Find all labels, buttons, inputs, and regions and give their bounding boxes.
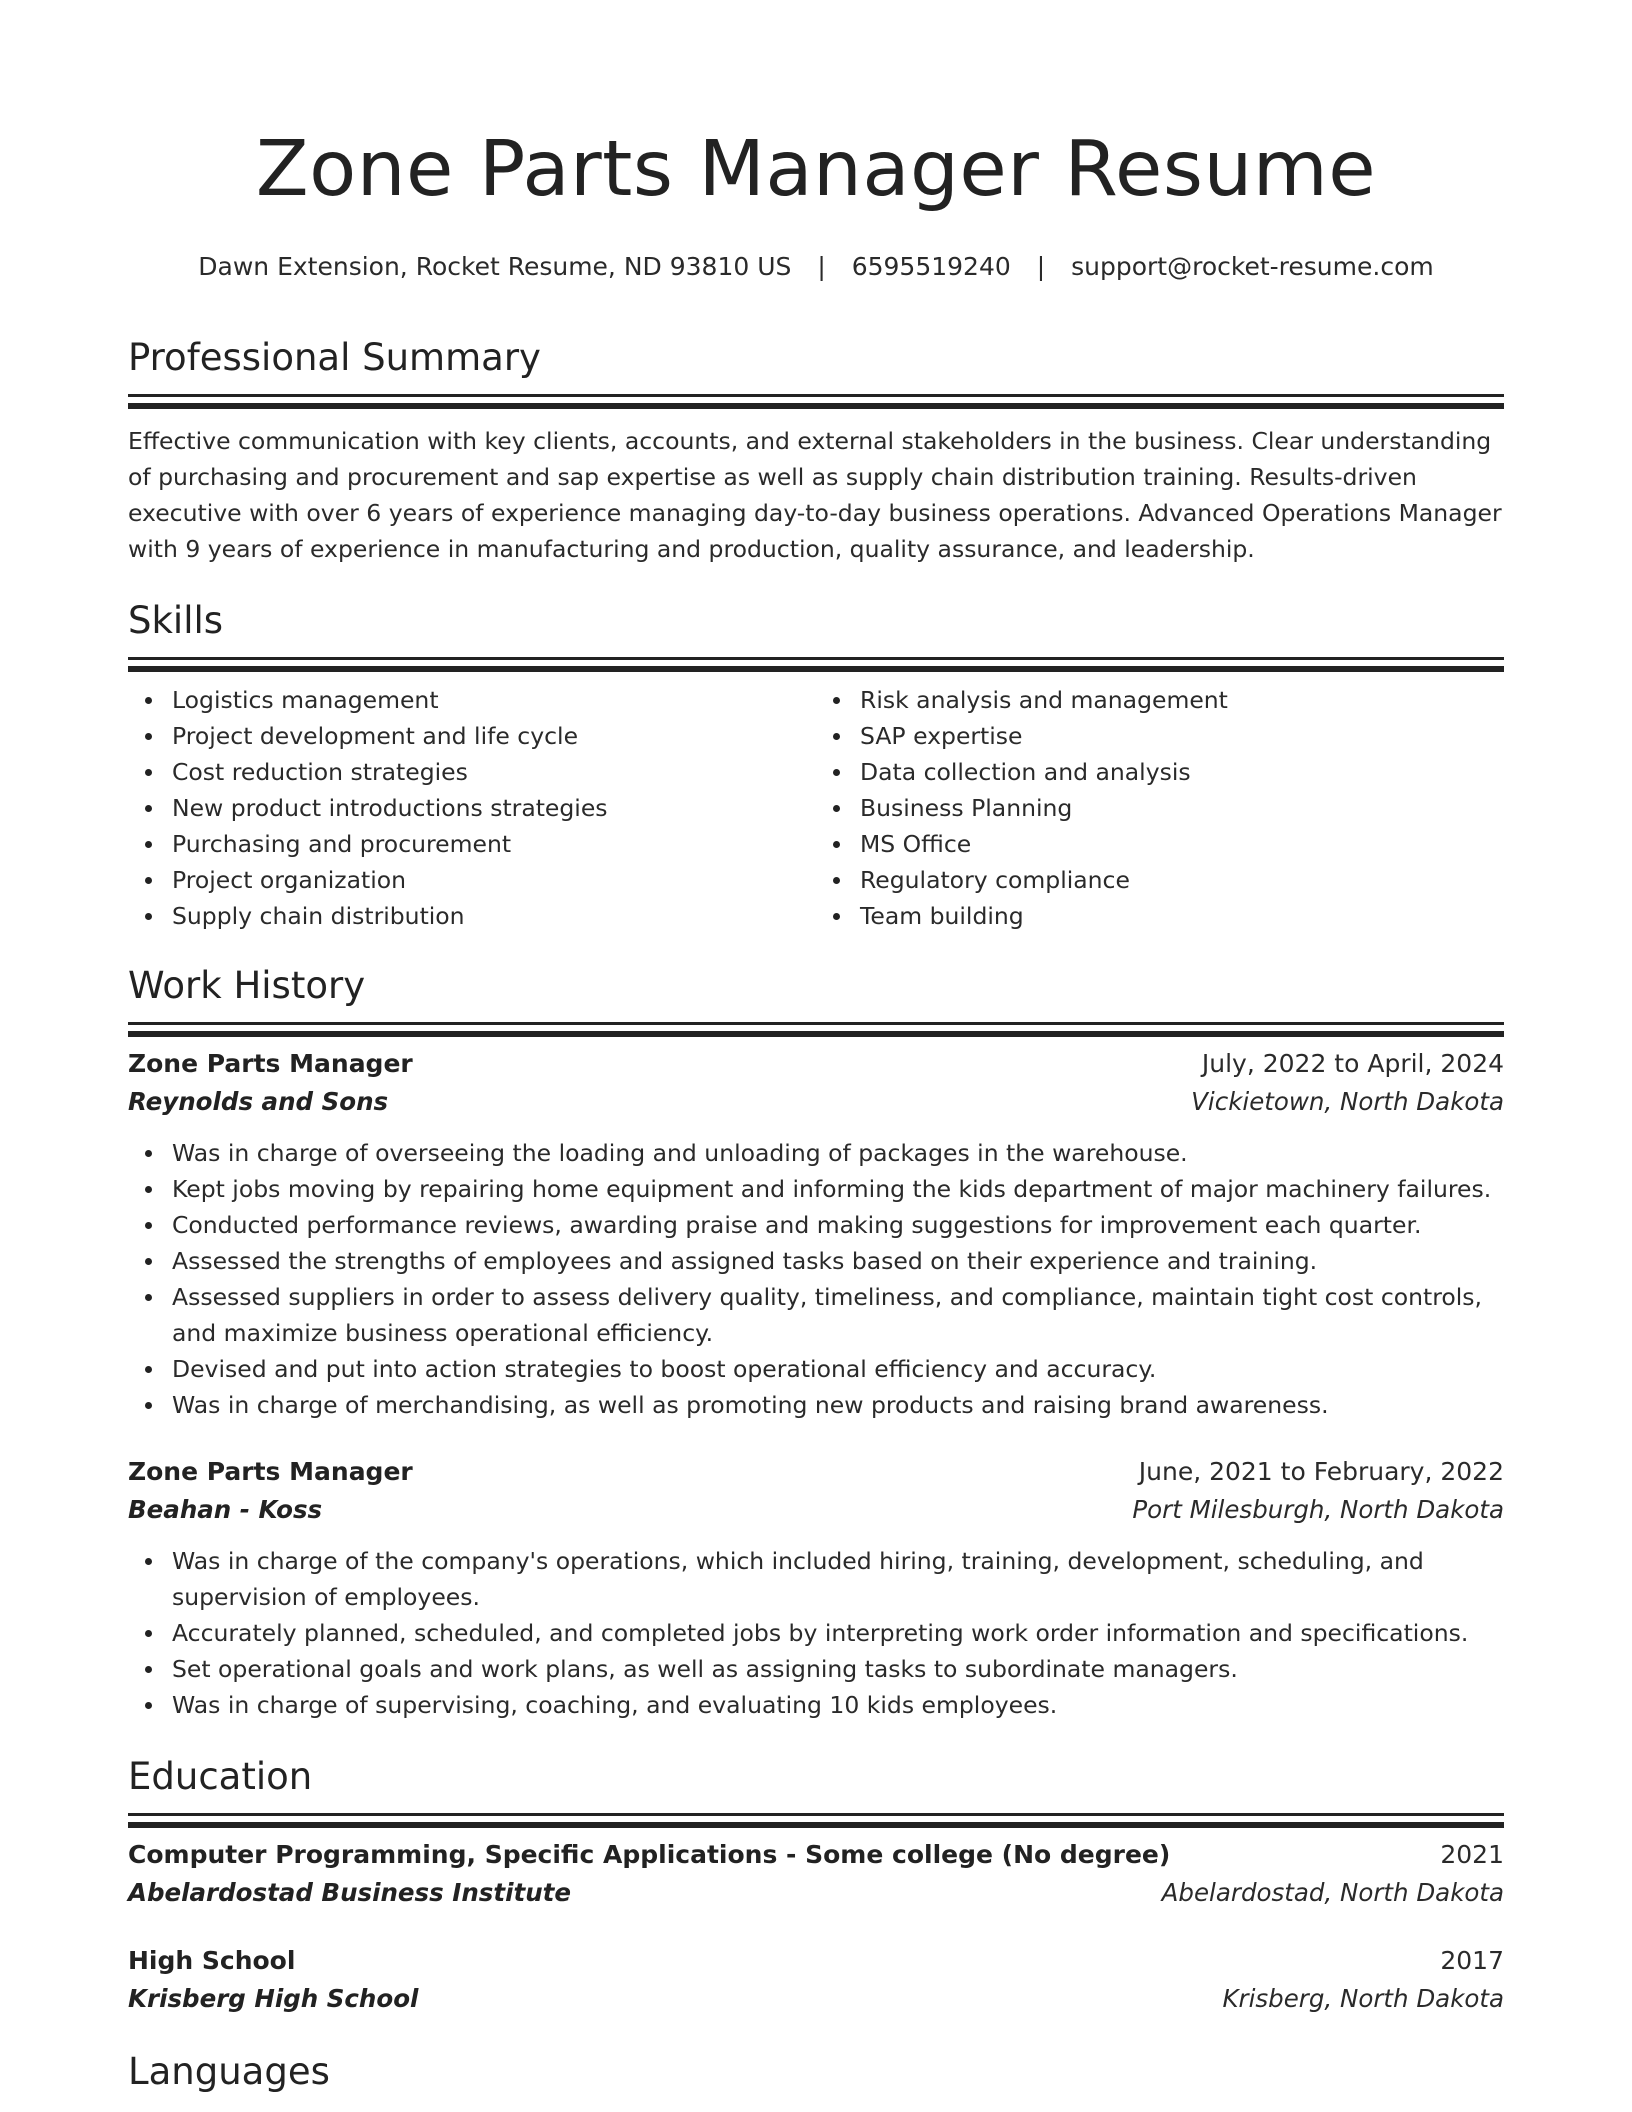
section-divider xyxy=(128,394,1504,397)
education-degree: Computer Programming, Specific Applications - Some college (No degree) xyxy=(128,1840,1171,1869)
resume-page xyxy=(128,0,1504,2096)
skill-item: Project development and life cycle xyxy=(172,718,816,754)
resume-title: Zone Parts Manager Resume xyxy=(255,125,1377,214)
job-bullet: Was in charge of merchandising, as well as promoting new products and raising brand awareness. xyxy=(172,1387,1504,1423)
section-title-work-history: Work History xyxy=(128,964,366,1007)
education-year: 2021 xyxy=(1440,1840,1504,1869)
job-company: Beahan - Koss xyxy=(128,1495,323,1524)
skill-item: Project organization xyxy=(172,862,816,898)
job-company: Reynolds and Sons xyxy=(128,1087,389,1116)
job-bullets xyxy=(128,1543,1504,1723)
education-school: Krisberg High School xyxy=(128,1984,419,2013)
job-entry xyxy=(128,1453,1504,1723)
skill-item: Regulatory compliance xyxy=(860,862,1504,898)
job-bullet: Was in charge of supervising, coaching, and evaluating 10 kids employees. xyxy=(172,1687,1504,1723)
contact-separator: | xyxy=(817,252,826,281)
job-entry xyxy=(128,1045,1504,1423)
section-title-education: Education xyxy=(128,1755,313,1798)
skills-section xyxy=(128,597,1504,934)
section-divider xyxy=(128,657,1504,660)
job-dates: June, 2021 to February, 2022 xyxy=(1138,1457,1504,1486)
languages-section xyxy=(128,2048,1504,2096)
education-degree: High School xyxy=(128,1946,296,1975)
summary-text: Effective communication with key clients, accounts, and external stakeholders in the business. Clear understanding of purchasing and procurement and sap expertise as well as supply chain distribution training. Results-driven executive with over 6 years of experience managing day-to-day business operations. Advanced Operations Manager with 9 years of experience in manufacturing and production, quality assurance, and leadership. xyxy=(128,427,1502,563)
job-bullet: Devised and put into action strategies to boost operational efficiency and accuracy. xyxy=(172,1351,1504,1387)
contact-email: support@rocket-resume.com xyxy=(1071,252,1434,281)
contact-phone: 6595519240 xyxy=(851,252,1011,281)
section-divider xyxy=(128,1022,1504,1025)
education-section xyxy=(128,1753,1504,2018)
skill-item: Business Planning xyxy=(860,790,1504,826)
job-bullet: Set operational goals and work plans, as well as assigning tasks to subordinate managers. xyxy=(172,1651,1504,1687)
skill-item: Logistics management xyxy=(172,682,816,718)
job-bullet: Conducted performance reviews, awarding praise and making suggestions for improvement each quarter. xyxy=(172,1207,1504,1243)
job-bullet: Accurately planned, scheduled, and completed jobs by interpreting work order information and specifications. xyxy=(172,1615,1504,1651)
job-bullet: Assessed the strengths of employees and assigned tasks based on their experience and training. xyxy=(172,1243,1504,1279)
job-bullet: Assessed suppliers in order to assess delivery quality, timeliness, and compliance, maintain tight cost controls, and maximize business operational efficiency. xyxy=(172,1279,1504,1351)
job-dates: July, 2022 to April, 2024 xyxy=(1201,1049,1504,1078)
section-title-summary: Professional Summary xyxy=(128,336,541,379)
education-location: Abelardostad, North Dakota xyxy=(1161,1878,1504,1907)
work-history-section xyxy=(128,962,1504,1723)
education-year: 2017 xyxy=(1440,1946,1504,1975)
skill-item: Purchasing and procurement xyxy=(172,826,816,862)
education-entry xyxy=(128,1942,1504,2018)
skill-item: Supply chain distribution xyxy=(172,898,816,934)
section-title-skills: Skills xyxy=(128,599,224,642)
job-bullet: Was in charge of the company's operations, which included hiring, training, development, scheduling, and supervision of employees. xyxy=(172,1543,1504,1615)
job-title: Zone Parts Manager xyxy=(128,1049,413,1078)
skill-item: New product introductions strategies xyxy=(172,790,816,826)
education-entry xyxy=(128,1836,1504,1912)
skills-column-right xyxy=(816,682,1504,934)
education-location: Krisberg, North Dakota xyxy=(1222,1984,1504,2013)
job-bullets xyxy=(128,1135,1504,1423)
contact-address: Dawn Extension, Rocket Resume, ND 93810 US xyxy=(198,252,792,281)
skill-item: Team building xyxy=(860,898,1504,934)
education-school: Abelardostad Business Institute xyxy=(128,1878,571,1907)
skill-item: SAP expertise xyxy=(860,718,1504,754)
skills-column-left xyxy=(128,682,816,934)
skill-item: MS Office xyxy=(860,826,1504,862)
skills-grid xyxy=(128,682,1504,934)
job-bullet: Was in charge of overseeing the loading and unloading of packages in the warehouse. xyxy=(172,1135,1504,1171)
job-title: Zone Parts Manager xyxy=(128,1457,413,1486)
section-divider xyxy=(128,1813,1504,1816)
skill-item: Data collection and analysis xyxy=(860,754,1504,790)
job-location: Port Milesburgh, North Dakota xyxy=(1132,1495,1504,1524)
job-location: Vickietown, North Dakota xyxy=(1191,1087,1504,1116)
skill-item: Cost reduction strategies xyxy=(172,754,816,790)
section-title-languages: Languages xyxy=(128,2050,330,2093)
contact-line xyxy=(128,250,1504,284)
skill-item: Risk analysis and management xyxy=(860,682,1504,718)
contact-separator: | xyxy=(1036,252,1046,281)
summary-section xyxy=(128,334,1504,567)
job-bullet: Kept jobs moving by repairing home equipment and informing the kids department of major machinery failures. xyxy=(172,1171,1504,1207)
